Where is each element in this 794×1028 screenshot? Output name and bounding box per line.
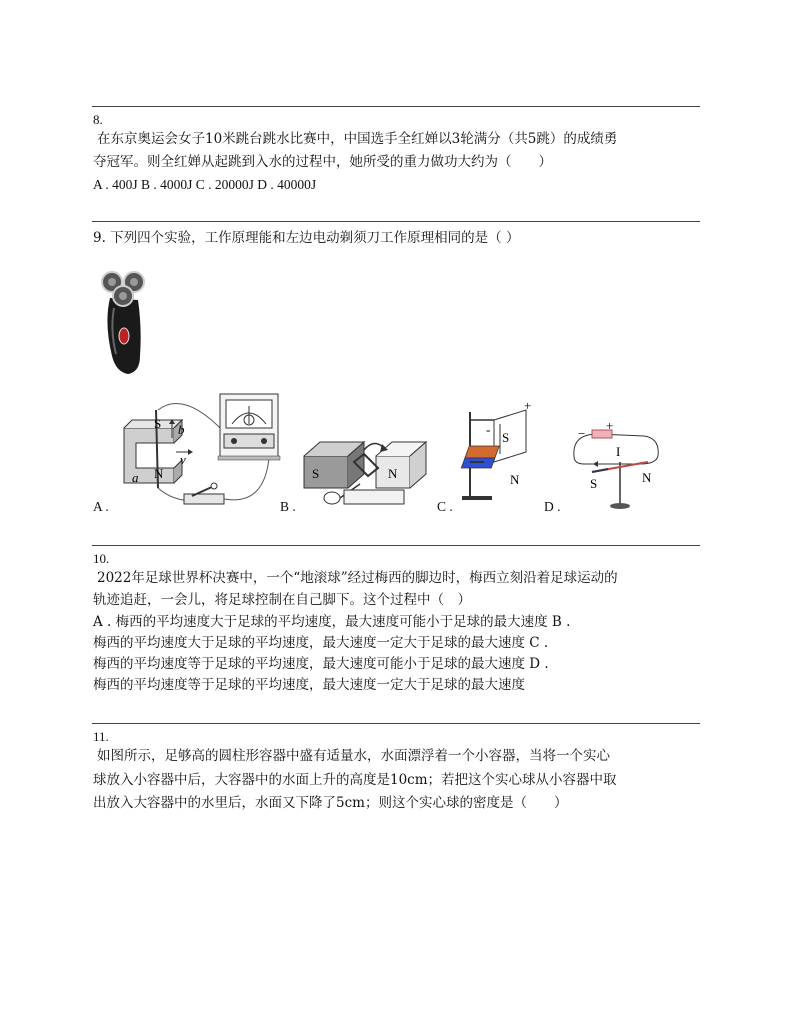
figure-d-i-label: I (616, 444, 621, 459)
question-11-line-1: 如图所示，足够高的圆柱形容器中盛有适量水，水面漂浮着一个小容器，当将一个实心 (97, 748, 610, 764)
figure-d-n-label: N (642, 470, 652, 485)
figure-b-s-label: S (312, 466, 320, 481)
figure-a-n-label: N (154, 466, 164, 481)
figure-b-motor-model (298, 428, 434, 512)
divider-q8 (92, 106, 700, 107)
figure-a-s-label: S (154, 416, 162, 431)
question-10-line-1: 2022年足球世界杯决赛中，一个“地滚球”经过梅西的脚边时，梅西立刻沿着足球运动的 (97, 570, 618, 586)
question-8-line-1: 在东京奥运会女子10米跳台跳水比赛中，中国选手全红婵以3轮满分（共5跳）的成绩勇 (97, 131, 618, 147)
question-10-line-3: A . 梅西的平均速度大于足球的平均速度，最大速度可能小于足球的最大速度 B . (93, 614, 571, 630)
question-11-number: 11. (93, 729, 109, 744)
question-11-line-3: 出放入大容器中的水里后，水面又下降了5cm；则这个实心球的密度是（ ） (93, 795, 568, 811)
figure-c-plus-label: + (524, 400, 532, 413)
option-a-label: A . (93, 499, 109, 514)
figure-d-s-label: S (590, 476, 598, 491)
figure-a-v-label: v (180, 452, 186, 467)
question-10-line-2: 轨迹追赶，一会儿，将足球控制在自己脚下。这个过程中（ ） (93, 592, 471, 608)
figure-d-oersted-experiment (568, 420, 664, 512)
figure-c-s-label: S (502, 430, 510, 445)
option-d-label: D . (544, 499, 561, 514)
figure-c-n-label: N (510, 472, 520, 487)
divider-q11 (92, 723, 700, 724)
option-c-label: C . (437, 499, 453, 514)
question-8-line-2: 夺冠军。则全红婵从起跳到入水的过程中，她所受的重力做功大约为（ ） (93, 154, 552, 170)
question-8-number: 8. (93, 112, 103, 127)
question-10-line-6: 梅西的平均速度等于足球的平均速度，最大速度一定大于足球的最大速度 (93, 677, 525, 693)
electric-shaver-image (98, 268, 150, 378)
figure-a-induction-experiment (114, 388, 284, 516)
question-10-line-4: 梅西的平均速度大于足球的平均速度，最大速度一定大于足球的最大速度 C . (93, 635, 549, 651)
question-11-line-2: 球放入小容器中后，大容器中的水面上升的高度是10cm；若把这个实心球从小容器中取 (93, 772, 617, 788)
option-b-label: B . (280, 499, 296, 514)
divider-q10 (92, 545, 700, 546)
figure-d-minus-label: − (578, 426, 586, 441)
figure-c-minus-label: - (486, 422, 491, 437)
figure-c-current-in-field (460, 400, 540, 504)
divider-q9 (92, 221, 700, 222)
figure-b-n-label: N (388, 466, 398, 481)
question-10-number: 10. (93, 551, 110, 566)
figure-a-a-label: a (132, 470, 139, 485)
figure-a-b-label: b (178, 422, 185, 437)
question-10-line-5: 梅西的平均速度等于足球的平均速度，最大速度可能小于足球的最大速度 D . (93, 656, 549, 672)
question-8-options: A . 400J B . 4000J C . 20000J D . 40000J (93, 177, 317, 192)
figure-d-plus-label: + (606, 420, 614, 433)
question-9-stem: 9. 下列四个实验，工作原理能和左边电动剃须刀工作原理相同的是（ ） (93, 230, 520, 246)
